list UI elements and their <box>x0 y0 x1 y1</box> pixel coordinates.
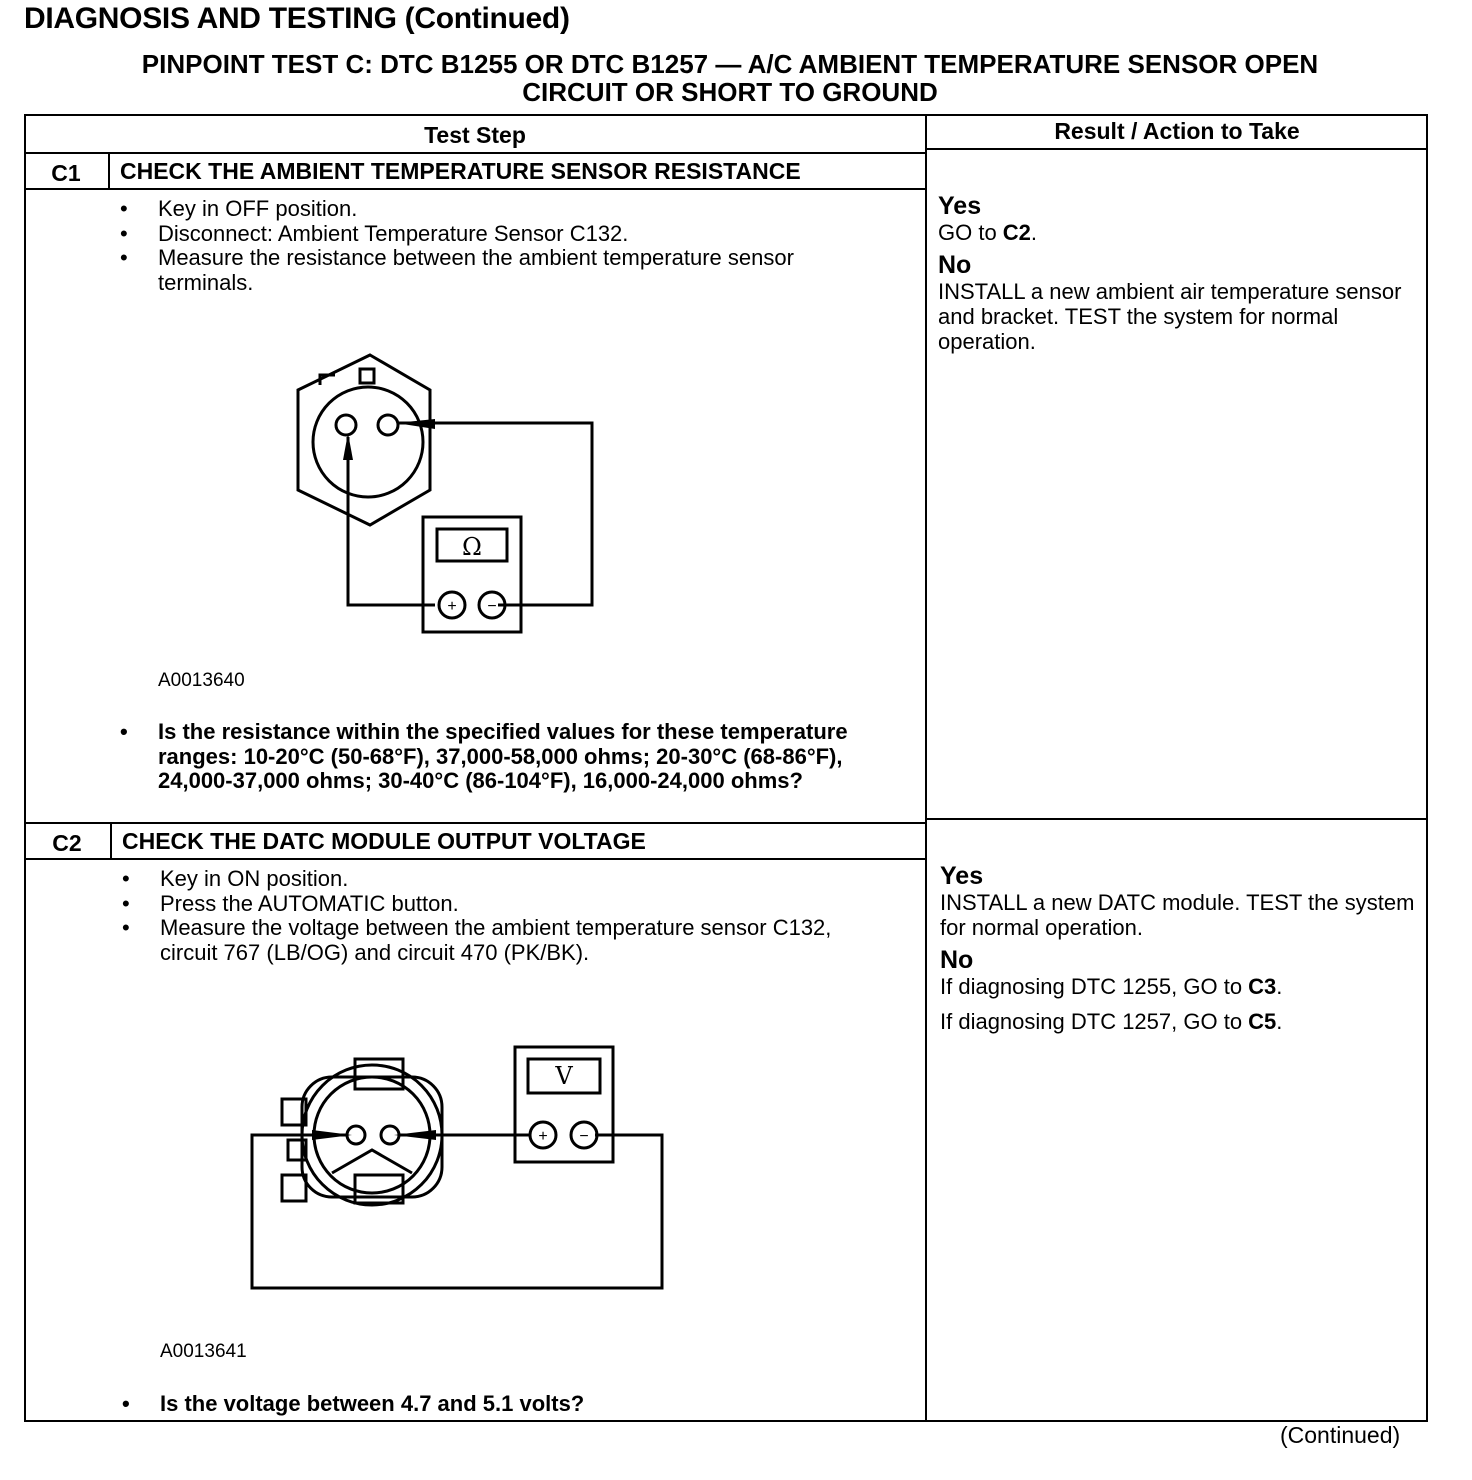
list-item: • Measure the resistance between the ambient temperature sensor terminals. <box>120 246 840 295</box>
list-item: • Is the voltage between 4.7 and 5.1 volts? <box>122 1392 902 1417</box>
probe-lead-negative <box>398 423 592 605</box>
result-no-line-1-ref: C3 <box>1248 974 1277 999</box>
list-item: • Is the resistance within the specified values for these temperature ranges: 10-20°C (50-68°F), 37,000-58,000 ohms; 20-30°C (68-86°F), 24,000-37,000 ohms; 30-40°C (86-104°F), 16,000-24,000 ohms? <box>120 720 900 794</box>
result-c1 <box>938 192 1418 354</box>
result-yes-text-pre: GO to <box>938 220 1003 245</box>
page-heading: DIAGNOSIS AND TESTING (Continued) <box>24 2 570 35</box>
result-no-line-1 <box>940 974 1420 999</box>
result-c2 <box>940 862 1420 1034</box>
sensor-side-tab <box>320 375 335 385</box>
header-row-divider-right <box>925 148 1428 150</box>
result-no-line-2-ref: C5 <box>1248 1009 1277 1034</box>
step-separator-right <box>925 818 1428 820</box>
sensor-hex-body <box>298 355 430 525</box>
title-line-1: PINPOINT TEST C: DTC B1255 OR DTC B1257 — A/C AMBIENT TEMPERATURE SENSOR OPEN <box>141 49 1319 79</box>
result-no-text: INSTALL a new ambient air temperature sensor and bracket. TEST the system for normal operation. <box>938 279 1402 354</box>
result-no-line-2 <box>940 1009 1420 1034</box>
title-line-2: CIRCUIT OR SHORT TO GROUND <box>522 77 938 107</box>
terminal-left <box>336 415 356 435</box>
probe-tip-right <box>394 1130 436 1140</box>
voltmeter-symbol: V <box>555 1062 573 1090</box>
ohmmeter-plus-label: + <box>447 598 457 615</box>
result-yes-text-post: . <box>1030 220 1038 245</box>
probe-tip-positive <box>343 433 353 460</box>
step-title-divider <box>24 188 926 190</box>
list-item: • Key in ON position. <box>122 867 872 892</box>
result-no-line-1-period: . <box>1276 974 1283 999</box>
list-item: • Press the AUTOMATIC button. <box>122 892 872 917</box>
result-yes-label: Yes <box>940 862 984 890</box>
pinpoint-test-title <box>60 50 1400 106</box>
step-title-c2: CHECK THE DATC MODULE OUTPUT VOLTAGE <box>122 828 646 854</box>
voltmeter-plus-label: + <box>538 1128 548 1145</box>
step-id-divider <box>110 822 112 860</box>
result-yes-text: INSTALL a new DATC module. TEST the system for normal operation. <box>940 890 1415 940</box>
sensor-connector-ring <box>313 387 423 497</box>
connector-top-latch <box>355 1059 403 1089</box>
figure-code-c1: A0013640 <box>158 670 245 691</box>
connector-key <box>332 1150 412 1173</box>
result-no-line-2-pre: If diagnosing DTC 1257, GO to <box>940 1009 1249 1034</box>
ohmmeter-symbol: Ω <box>462 533 482 561</box>
column-header-result: Result / Action to Take <box>1054 118 1300 144</box>
result-yes-ref: C2 <box>1002 220 1031 245</box>
figure-c2-voltage-diagram <box>240 1035 680 1305</box>
terminal-right <box>378 415 398 435</box>
step-id-c2: C2 <box>52 830 82 856</box>
result-no-line-1-pre: If diagnosing DTC 1255, GO to <box>940 974 1249 999</box>
header-row-divider-left <box>24 152 926 154</box>
step-c1-question <box>120 720 900 794</box>
continued-footer: (Continued) <box>1280 1422 1401 1448</box>
ohmmeter-minus-label: − <box>487 598 497 615</box>
list-item: • Disconnect: Ambient Temperature Sensor C132. <box>120 222 840 247</box>
result-yes-label: Yes <box>938 192 982 220</box>
column-header-test-step: Test Step <box>424 122 526 148</box>
probe-lead-left <box>252 1135 662 1288</box>
step-c2-instructions <box>122 867 872 965</box>
connector-side-tab-2 <box>282 1175 306 1201</box>
step-id-c1: C1 <box>51 160 81 186</box>
step-c2-question <box>122 1392 902 1417</box>
voltmeter-minus-label: − <box>579 1128 589 1145</box>
list-item: • Key in OFF position. <box>120 197 840 222</box>
figure-code-c2: A0013641 <box>160 1341 247 1362</box>
probe-tip-left <box>312 1130 352 1140</box>
result-no-label: No <box>938 251 972 279</box>
sensor-latch <box>360 369 374 383</box>
figure-c1-resistance-diagram <box>280 345 620 645</box>
step-title-divider <box>24 858 926 860</box>
step-c1-instructions <box>120 197 840 295</box>
step-title-c1: CHECK THE AMBIENT TEMPERATURE SENSOR RESISTANCE <box>120 158 801 184</box>
result-no-line-2-period: . <box>1276 1009 1283 1034</box>
step-id-divider <box>108 152 110 190</box>
step-separator-left <box>24 822 926 824</box>
result-no-label: No <box>940 946 974 974</box>
column-divider <box>925 114 927 1422</box>
list-item: • Measure the voltage between the ambient temperature sensor C132, circuit 767 (LB/OG) and circuit 470 (PK/BK). <box>122 916 872 965</box>
result-yes-text <box>938 220 1418 245</box>
